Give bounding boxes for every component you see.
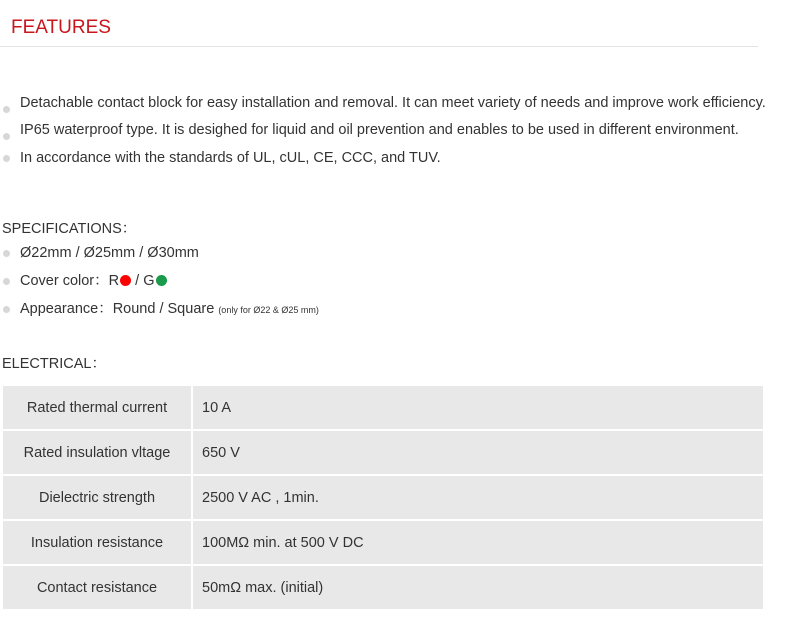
parameter-cell: Rated thermal current [3, 386, 193, 431]
electrical-heading: ELECTRICAL： [2, 356, 106, 372]
value-cell: 100MΩ min. at 500 V DC [193, 521, 763, 566]
specifications-list [0, 243, 780, 327]
sizes-text: Ø22mm / Ø25mm / Ø30mm [20, 245, 199, 261]
feature-item [0, 151, 780, 165]
specifications-heading: SPECIFICATIONS： [2, 221, 137, 237]
spec-item-appearance [0, 299, 780, 327]
value-cell: 50mΩ max. (initial) [193, 566, 763, 611]
table-row [3, 476, 763, 521]
green-letter: G [143, 273, 155, 289]
table-row [3, 566, 763, 611]
bullet-icon [3, 278, 10, 285]
bullet-icon [3, 155, 10, 162]
appearance-note: (only for Ø22 & Ø25 mm) [218, 305, 319, 315]
bullet-icon [3, 250, 10, 257]
color-separator: / [131, 273, 144, 289]
value-cell: 2500 V AC , 1min. [193, 476, 763, 521]
table-row [3, 521, 763, 566]
parameter-cell: Insulation resistance [3, 521, 193, 566]
parameter-cell: Contact resistance [3, 566, 193, 611]
red-letter: R [108, 273, 120, 289]
table-row [3, 431, 763, 476]
title-divider [0, 46, 758, 47]
bullet-icon [3, 106, 10, 113]
bullet-icon [3, 306, 10, 313]
feature-text: Detachable contact block for easy installation and removal. It can meet variety of needs and improve work efficiency. [20, 95, 766, 111]
feature-item [0, 123, 780, 137]
electrical-table [3, 386, 763, 611]
bullet-icon [3, 133, 10, 140]
cover-color-label: Cover color： [20, 273, 109, 289]
features-list [0, 96, 780, 165]
feature-item [0, 96, 780, 110]
value-cell: 650 V [193, 431, 763, 476]
table-row [3, 386, 763, 431]
spec-item-sizes [0, 243, 780, 271]
feature-text: In accordance with the standards of UL, cUL, CE, CCC, and TUV. [20, 150, 441, 166]
feature-text: IP65 waterproof type. It is desighed for liquid and oil prevention and enables to be used in different environment. [20, 122, 739, 138]
parameter-cell: Dielectric strength [3, 476, 193, 521]
appearance-text: Appearance：Round / Square [20, 301, 215, 317]
spec-item-cover-color [0, 271, 780, 299]
green-dot-icon [156, 275, 167, 286]
value-cell: 10 A [193, 386, 763, 431]
red-dot-icon [120, 275, 131, 286]
parameter-cell: Rated insulation vltage [3, 431, 193, 476]
features-title: FEATURES [11, 17, 111, 38]
